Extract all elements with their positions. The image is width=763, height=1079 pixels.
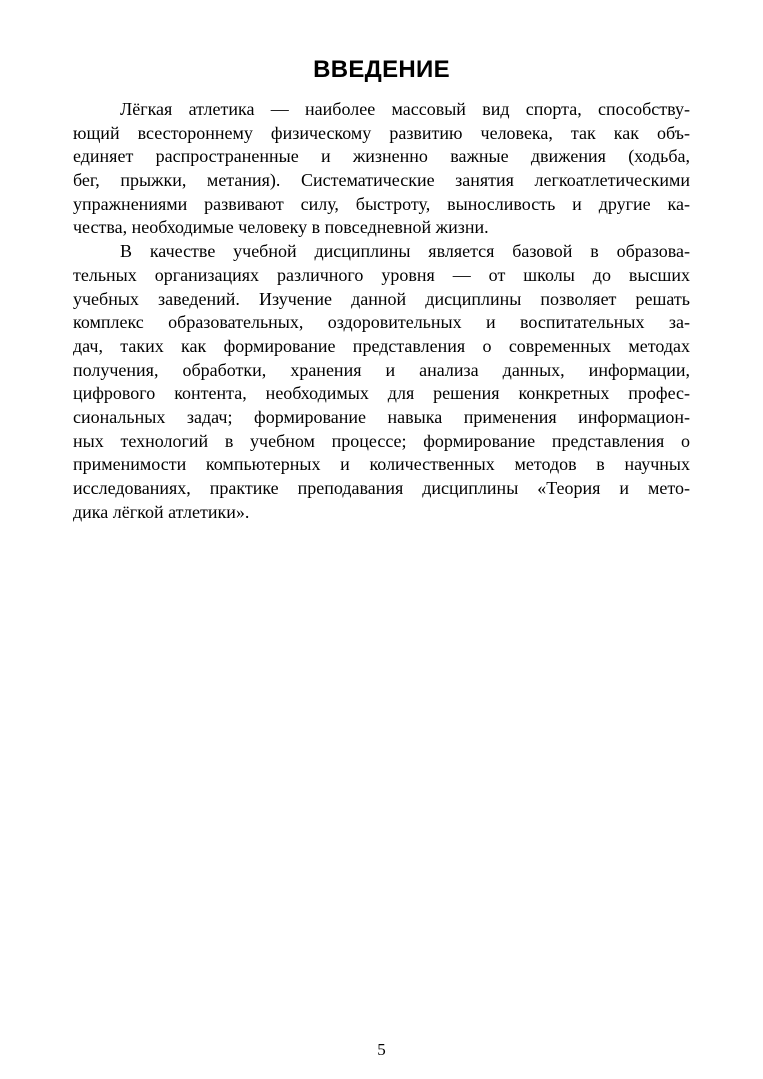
page-title: ВВЕДЕНИЕ — [313, 56, 450, 83]
text-line: цифрового контента, необходимых для решения конкретных профес- — [73, 383, 690, 404]
text-line: ющий всестороннему физическому развитию человека, так как объ- — [73, 122, 690, 143]
text-line: бег, прыжки, метания). Систематические занятия легкоатлетическими — [73, 170, 690, 191]
text-line: получения, обработки, хранения и анализа данных, информации, — [73, 359, 690, 380]
page-number: 5 — [377, 1040, 386, 1059]
text-line: применимости компьютерных и количественных методов в научных — [73, 454, 690, 475]
text-line: исследованиях, практике преподавания дисциплины «Теория и мето- — [73, 478, 690, 498]
text-line: упражнениями развивают силу, быстроту, выносливость и другие ка- — [73, 193, 690, 214]
text-line: Лёгкая атлетика — наиболее массовый вид спорта, способству- — [120, 99, 690, 119]
text-line: дач, таких как формирование представления о современных методах — [73, 335, 690, 356]
text-line: тельных организациях различного уровня — от школы до высших — [73, 264, 690, 285]
paragraph-2 — [73, 240, 690, 524]
paragraph-1 — [73, 98, 690, 240]
text-line: комплекс образовательных, оздоровительных и воспитательных за- — [73, 312, 690, 333]
text-line: учебных заведений. Изучение данной дисциплины позволяет решать — [73, 288, 690, 309]
text-line: ных технологий в учебном процессе; формирование представления о — [73, 430, 690, 451]
text-line: дика лёгкой атлетики». — [73, 501, 250, 522]
text-line: В качестве учебной дисциплины является базовой в образова- — [120, 241, 690, 262]
text-line: чества, необходимые человеку в повседневной жизни. — [73, 217, 489, 238]
text-line: сиональных задач; формирование навыка применения информацион- — [73, 406, 690, 427]
text-line: единяет распространенные и жизненно важные движения (ходьба, — [73, 146, 690, 167]
body-text — [73, 98, 690, 524]
